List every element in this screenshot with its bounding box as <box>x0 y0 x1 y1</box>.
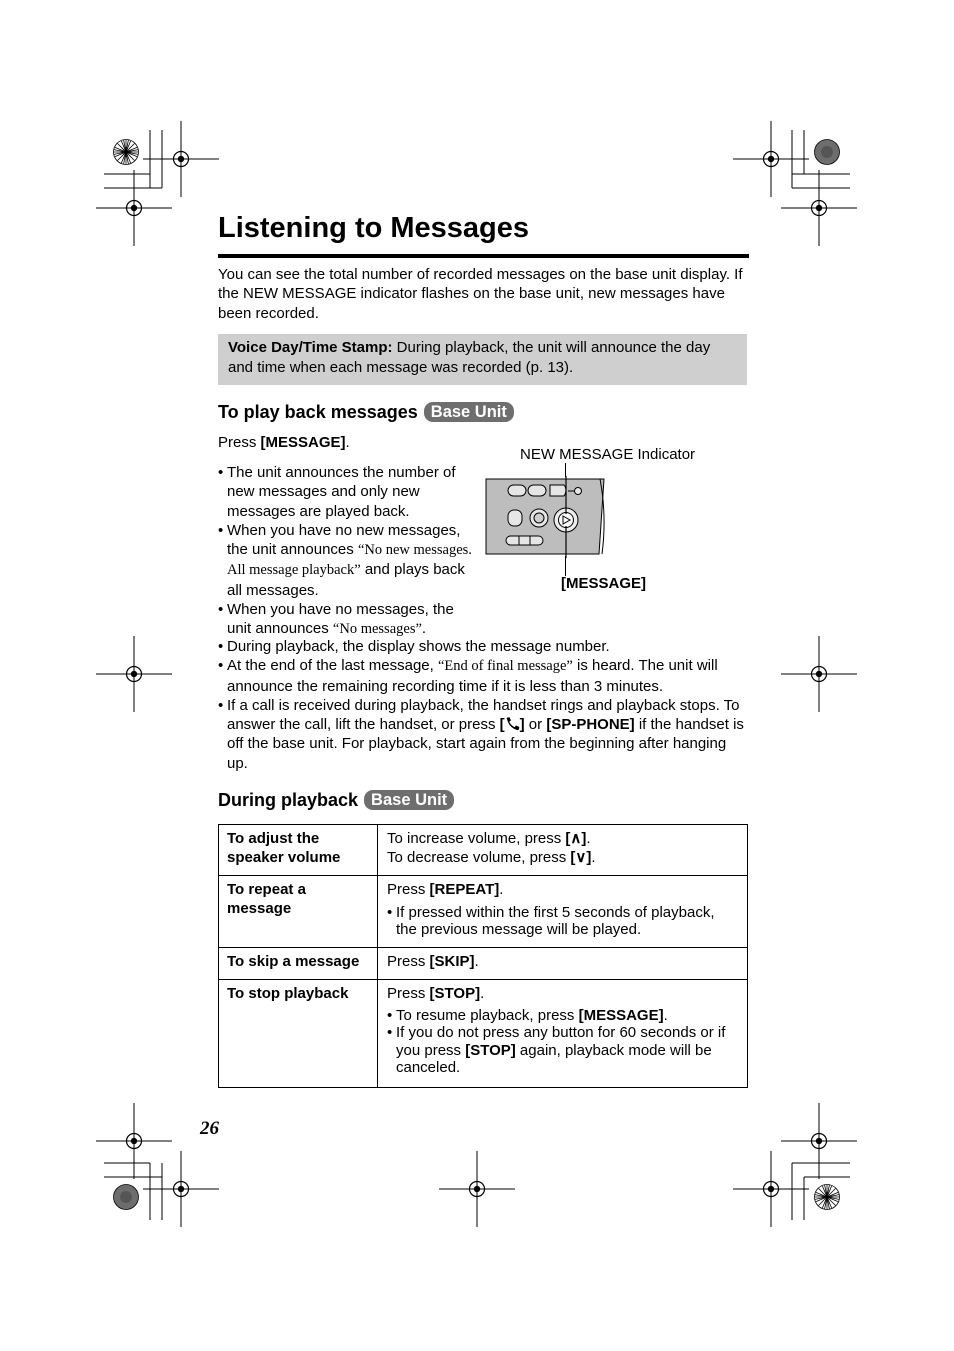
cell-text: If pressed within the first 5 seconds of playback, the previous message will be played. <box>396 903 715 939</box>
volume-down-key: [∨] <box>570 848 592 866</box>
section-heading-during-playback <box>218 790 454 811</box>
cell-text: To decrease volume, press <box>387 848 571 866</box>
cell-text: Press <box>387 985 430 1002</box>
cell-text: Press <box>387 953 430 970</box>
list-item <box>387 904 738 939</box>
row-value <box>378 948 748 980</box>
title-rule <box>218 254 749 258</box>
page-title: Listening to Messages <box>218 212 530 244</box>
message-leader-line <box>565 556 566 576</box>
message-key: [MESSAGE] <box>260 434 346 451</box>
bullet-text: When you have no new messages, the unit announces <box>227 521 461 559</box>
row-label: To skip a message <box>219 948 378 980</box>
intro-paragraph: You can see the total number of recorded messages on the base unit display. If the NEW MESSAGE indicator flashes on the base unit, new messages have been recorded. <box>218 266 743 322</box>
table-row <box>219 876 748 948</box>
press-text: Press <box>218 434 261 451</box>
announcement-quote: “No messages” <box>332 621 422 638</box>
cell-bullets <box>387 1007 738 1077</box>
cell-text: again, playback mode will be canceled. <box>396 1041 712 1077</box>
cell-text: . <box>586 830 591 847</box>
stop-key: [STOP] <box>465 1041 516 1059</box>
cell-text: To increase volume, press <box>387 830 566 847</box>
indicator-leader-line <box>565 463 566 477</box>
section-title: To play back messages <box>218 402 418 422</box>
bullet-text: During playback, the display shows the message number. <box>227 638 610 655</box>
cell-text: To resume playback, press <box>396 1006 579 1024</box>
table-row <box>219 948 748 980</box>
list-item <box>218 696 750 773</box>
cell-text: . <box>474 953 479 970</box>
page-number: 26 <box>200 1118 219 1139</box>
note-title: Voice Day/Time Stamp: <box>228 339 393 356</box>
cell-text: . <box>499 881 504 898</box>
section-title: During playback <box>218 790 359 810</box>
base-unit-illustration <box>484 476 610 558</box>
row-label: To repeat a message <box>219 876 378 948</box>
volume-up-key: [∧] <box>565 830 587 847</box>
bullet-text: is heard. The unit will announce the remaining recording time if it is less than 3 minutes. <box>227 657 718 695</box>
bullet-text: and plays back all messages. <box>227 561 465 599</box>
cell-text: Press <box>387 881 430 898</box>
bullet-text: At the end of the last message, <box>227 657 438 675</box>
cell-text: . <box>480 985 485 1002</box>
list-item <box>218 521 478 600</box>
list-item <box>387 1024 738 1077</box>
sp-phone-key: [SP-PHONE] <box>546 716 635 734</box>
base-unit-badge: Base Unit <box>364 790 454 810</box>
repeat-key: [REPEAT] <box>429 881 500 898</box>
announcement-quote: “No new messages. All message playback” <box>227 542 472 579</box>
table-row <box>219 825 748 876</box>
row-label: To adjust the speaker volume <box>219 825 378 876</box>
base-unit-badge: Base Unit <box>424 402 514 422</box>
cell-text: If you do not press any button for 60 seconds or if you press <box>396 1024 726 1059</box>
bullet-text: . <box>421 620 427 638</box>
section-heading-play-back <box>218 402 514 423</box>
table-row <box>219 980 748 1088</box>
row-value <box>378 876 748 948</box>
bullet-text: When you have no messages, the unit announces <box>227 601 454 638</box>
row-value <box>378 980 748 1088</box>
note-box <box>218 334 747 385</box>
playback-table <box>218 824 748 1088</box>
talk-key-open: [ <box>499 716 505 734</box>
talk-key-close: ] <box>519 716 525 734</box>
press-instruction <box>218 433 350 452</box>
cell-text: . <box>591 848 596 866</box>
bullet-text: if the handset is off the base unit. For playback, start again from the beginning after hanging up. <box>227 716 744 772</box>
note-text: During playback, the unit will announce the day and time when each message was recorded (p. 13). <box>228 339 711 376</box>
list-item <box>218 600 478 640</box>
message-button-label: [MESSAGE] <box>561 575 647 592</box>
bullet-text: or <box>524 716 547 734</box>
bullet-text: If a call is received during playback, the handset rings and playback stops. To answer the call, lift the handset, or press <box>227 696 740 734</box>
row-label: To stop playback <box>219 980 378 1088</box>
cell-bullets <box>387 904 738 939</box>
bullet-text: The unit announces the number of new messages and only new messages are played back. <box>227 464 456 520</box>
bullet-list-1 <box>218 463 478 640</box>
cell-text: . <box>663 1006 668 1024</box>
bullet-list-2 <box>218 637 750 773</box>
list-item <box>218 463 478 521</box>
press-suffix: . <box>345 434 350 451</box>
list-item <box>218 637 750 656</box>
message-key: [MESSAGE] <box>578 1006 664 1024</box>
skip-key: [SKIP] <box>429 953 475 970</box>
new-message-indicator-label: NEW MESSAGE Indicator <box>520 446 696 463</box>
list-item <box>218 656 750 696</box>
announcement-quote: “End of final message” <box>437 658 573 675</box>
list-item <box>387 1007 738 1025</box>
phone-talk-icon <box>505 717 520 731</box>
stop-key: [STOP] <box>429 985 481 1002</box>
row-value <box>378 825 748 876</box>
